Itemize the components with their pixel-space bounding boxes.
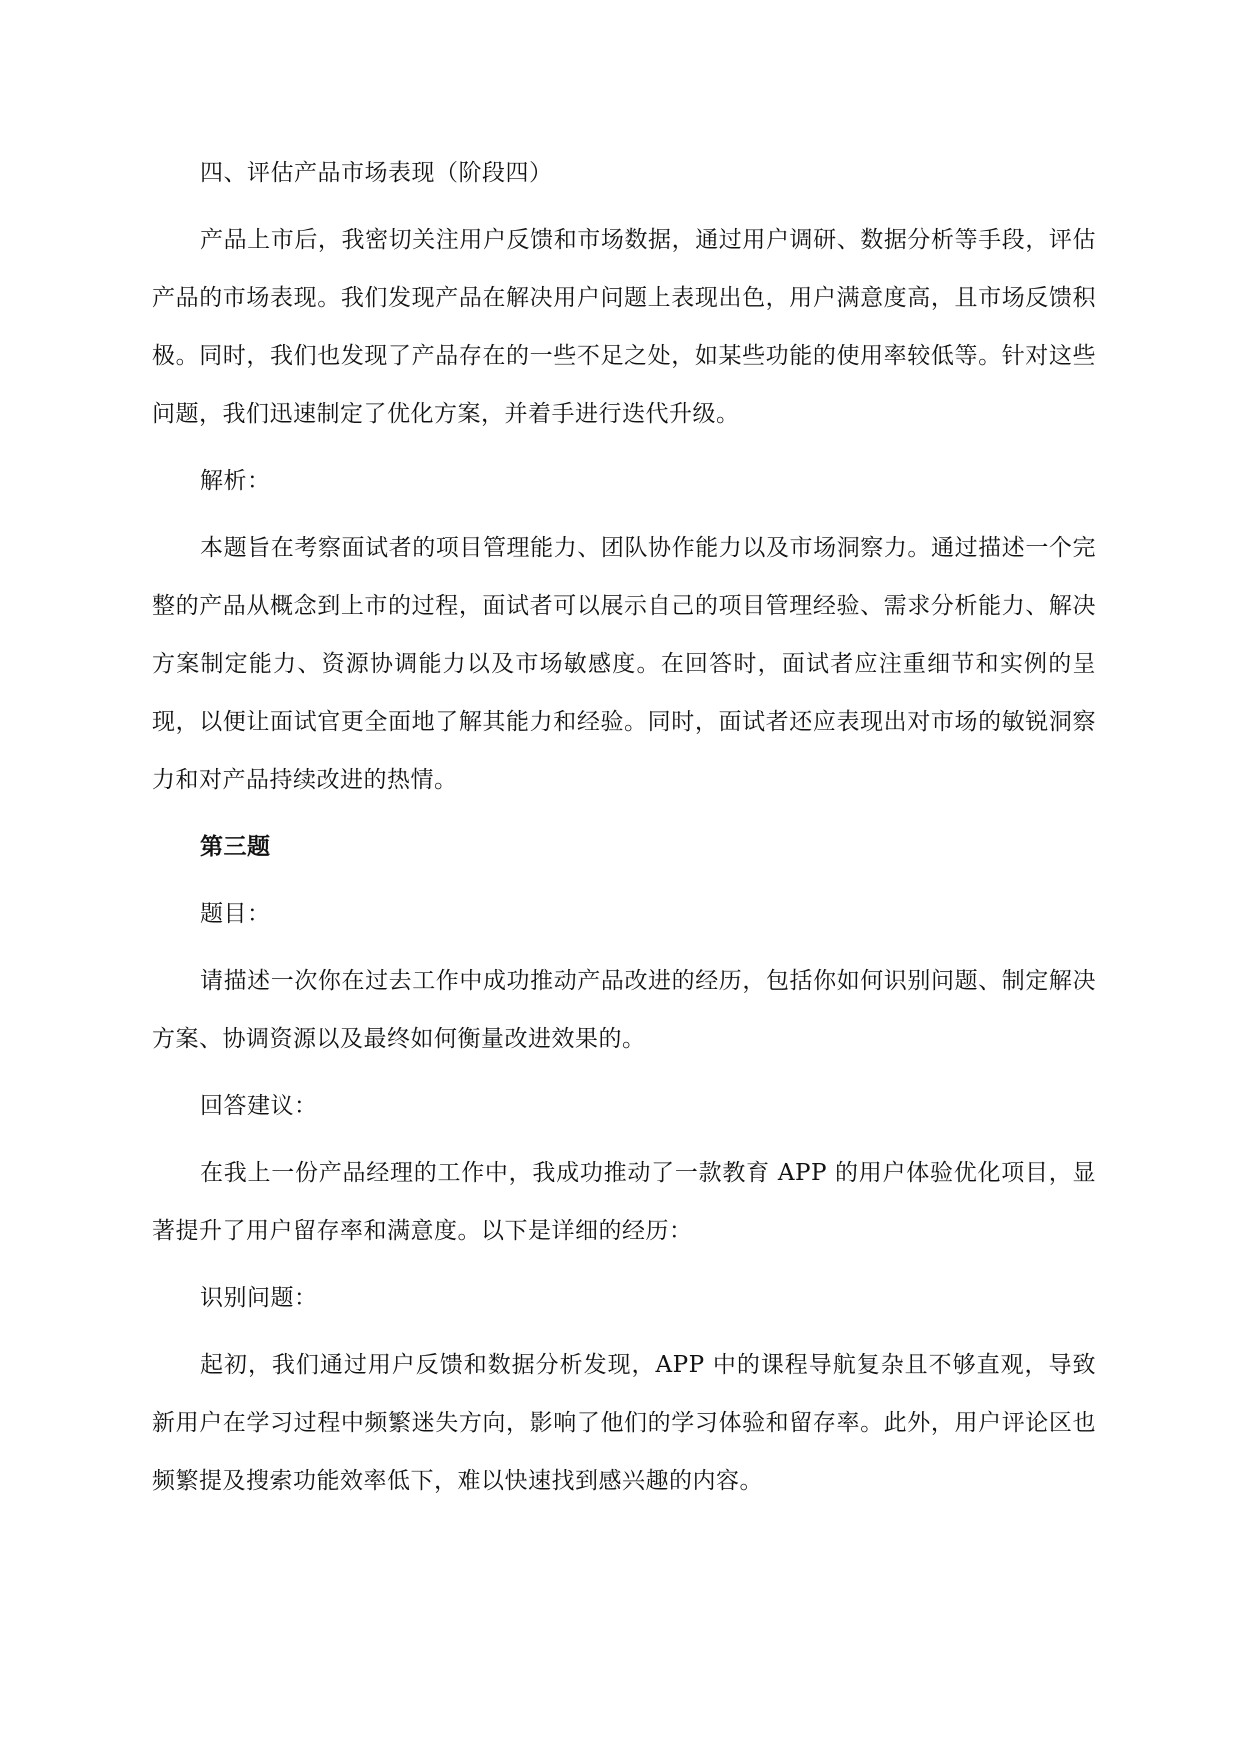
section-heading-stage-four: 四、评估产品市场表现（阶段四）	[200, 160, 553, 186]
document-body	[152, 144, 1096, 1510]
paragraph-question: 请描述一次你在过去工作中成功推动产品改进的经历，包括你如何识别问题、制定解决方案、协调资源以及最终如何衡量改进效果的。	[152, 968, 1096, 1052]
label-analysis: 解析：	[200, 468, 271, 494]
label-identify-problem: 识别问题：	[200, 1285, 318, 1311]
paragraph-analysis: 本题旨在考察面试者的项目管理能力、团队协作能力以及市场洞察力。通过描述一个完整的产品从概念到上市的过程，面试者可以展示自己的项目管理经验、需求分析能力、解决方案制定能力、资源协调能力以及市场敏感度。在回答时，面试者应注重细节和实例的呈现，以便让面试官更全面地了解其能力和经验。同时，面试者还应表现出对市场的敏锐洞察力和对产品持续改进的热情。	[152, 535, 1096, 793]
paragraph-identify-problem: 起初，我们通过用户反馈和数据分析发现，APP 中的课程导航复杂且不够直观，导致新用户在学习过程中频繁迷失方向，影响了他们的学习体验和留存率。此外，用户评论区也频繁提及搜索功能效率低下，难以快速找到感兴趣的内容。	[152, 1352, 1096, 1494]
question-three-heading: 第三题	[200, 834, 271, 860]
paragraph-market-performance: 产品上市后，我密切关注用户反馈和市场数据，通过用户调研、数据分析等手段，评估产品的市场表现。我们发现产品在解决用户问题上表现出色，用户满意度高，且市场反馈积极。同时，我们也发现了产品存在的一些不足之处，如某些功能的使用率较低等。针对这些问题，我们迅速制定了优化方案，并着手进行迭代升级。	[152, 227, 1096, 427]
label-answer-suggestion: 回答建议：	[200, 1093, 318, 1119]
paragraph-answer-intro: 在我上一份产品经理的工作中，我成功推动了一款教育 APP 的用户体验优化项目，显著提升了用户留存率和满意度。以下是详细的经历：	[152, 1160, 1096, 1244]
label-question: 题目：	[200, 901, 271, 927]
